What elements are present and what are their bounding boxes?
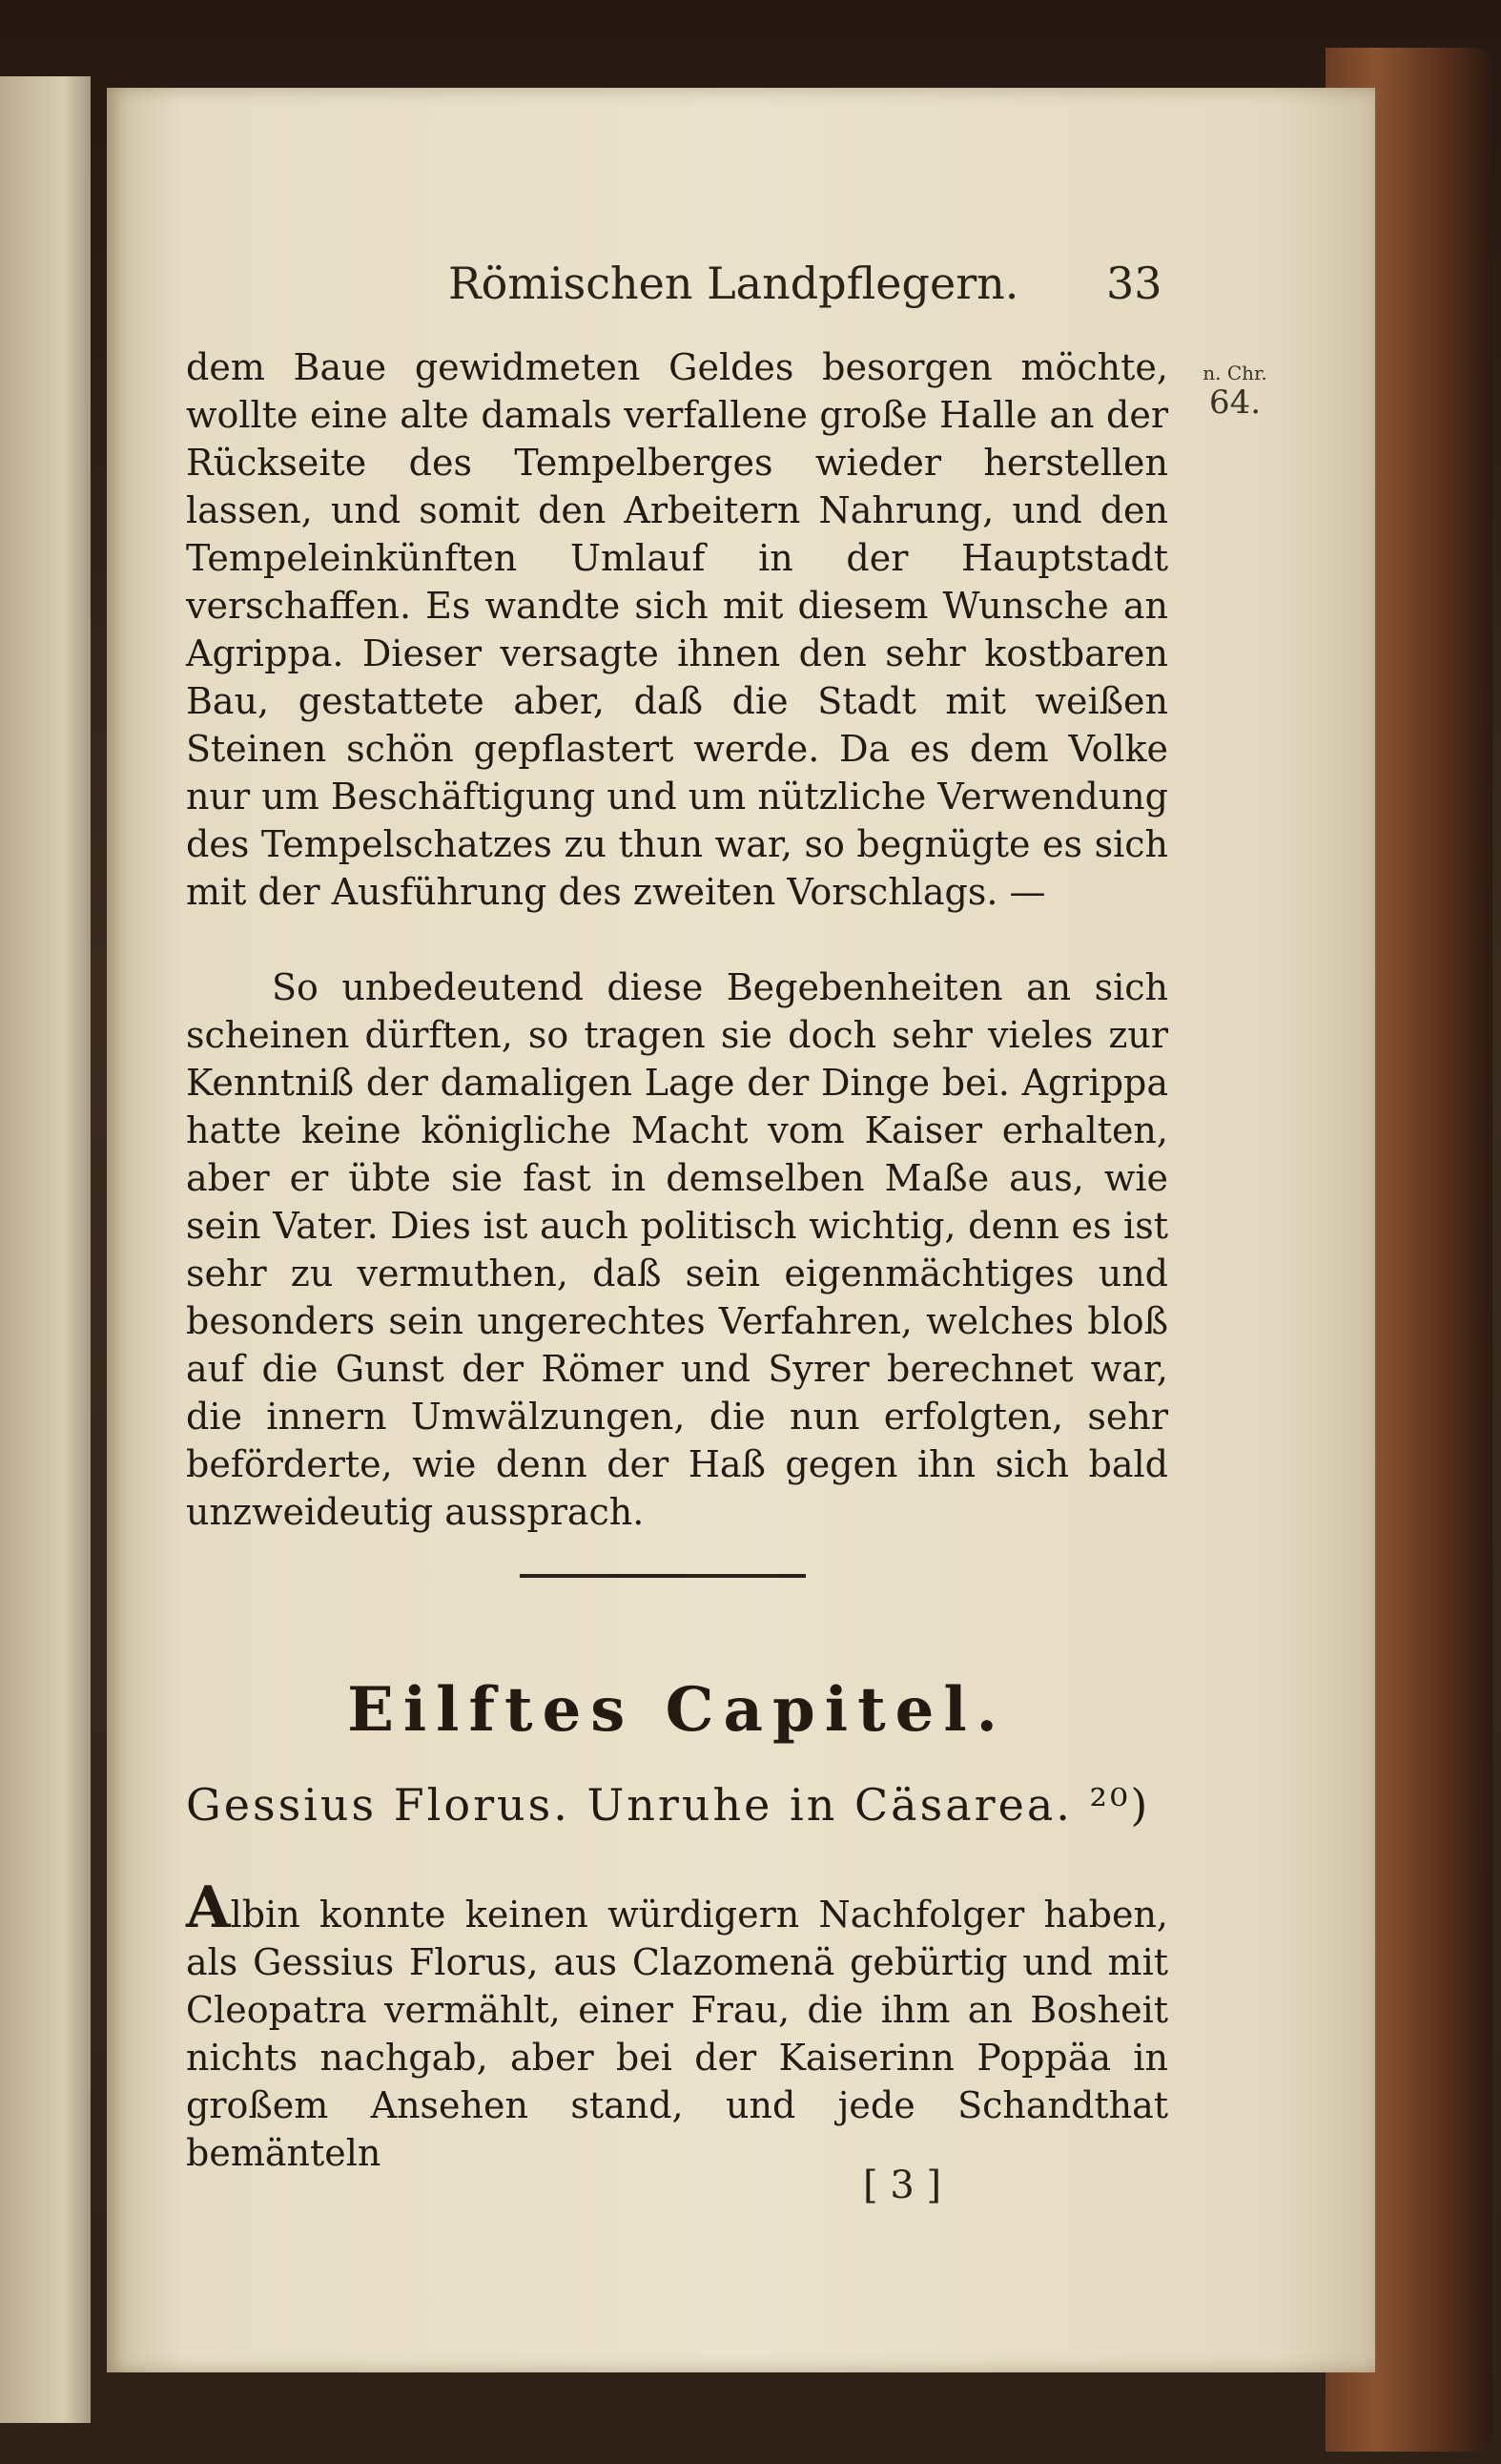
- margin-note: [1197, 362, 1273, 422]
- paragraph-1: [186, 343, 1168, 916]
- chapter-title: Eilftes Capitel.: [347, 1674, 1007, 1746]
- paragraph-3-text: [186, 1874, 1168, 2177]
- page-header: [343, 258, 1162, 315]
- page-number: 33: [1106, 258, 1162, 309]
- paragraph-1-text: dem Baue gewidmeten Geldes besorgen möchte, wollte eine alte damals verfallene große Halle an der Rückseite des Tempelberges wieder herstellen lassen, und somit den Arbeitern Nahrung, und den Tempeleinkünften Umlauf in der Hauptstadt verschaffen. Es wandte sich mit diesem Wunsche an Agrippa. Dieser versagte ihnen den sehr kostbaren Bau, gestattete aber, daß die Stadt mit weißen Steinen schön gepflastert werde. Da es dem Volke nur um Beschäftigung und um nützliche Verwendung des Tempelschatzes zu thun war, so begnügte es sich mit der Ausführung des zweiten Vorschlags. —: [186, 346, 1168, 913]
- drop-letter: A: [186, 1874, 231, 1941]
- paragraph-3: [186, 1874, 1168, 2177]
- section-separator: [520, 1574, 806, 1578]
- running-head: Römischen Landpflegern.: [448, 258, 1019, 309]
- facing-page-edge: [0, 76, 91, 2423]
- chapter-subtitle: Gessius Florus. Unruhe in Cäsarea. ²⁰): [186, 1779, 1151, 1831]
- paragraph-2-text: So unbedeutend diese Begebenheiten an sich scheinen dürften, so tragen sie doch sehr vieles zur Kenntniß der damaligen Lage der Dinge bei. Agrippa hatte keine königliche Macht vom Kaiser erhalten, aber er übte sie fast in demselben Maße aus, wie sein Vater. Dies ist auch politisch wichtig, denn es ist sehr zu vermuthen, daß sein eigenmächtiges und besonders sein ungerechtes Verfahren, welches bloß auf die Gunst der Römer und Syrer berechnet war, die innern Umwälzungen, die nun erfolgten, sehr beförderte, wie denn der Haß gegen ihn sich bald unzweideutig aussprach.: [186, 966, 1168, 1533]
- paragraph-2: [186, 963, 1168, 1536]
- margin-note-prefix: n. Chr.: [1203, 362, 1267, 384]
- paragraph-3-body: lbin konnte keinen würdigern Nachfolger haben, als Gessius Florus, aus Clazomenä gebürtig und mit Cleopatra vermählt, einer Frau, die ihm an Bosheit nichts nachgab, aber bei der Kaiserinn Poppäa in großem Ansehen stand, und jede Schandthat bemänteln: [186, 1894, 1168, 2174]
- signature-mark: [ 3 ]: [863, 2164, 942, 2207]
- margin-note-year: 64.: [1208, 383, 1262, 422]
